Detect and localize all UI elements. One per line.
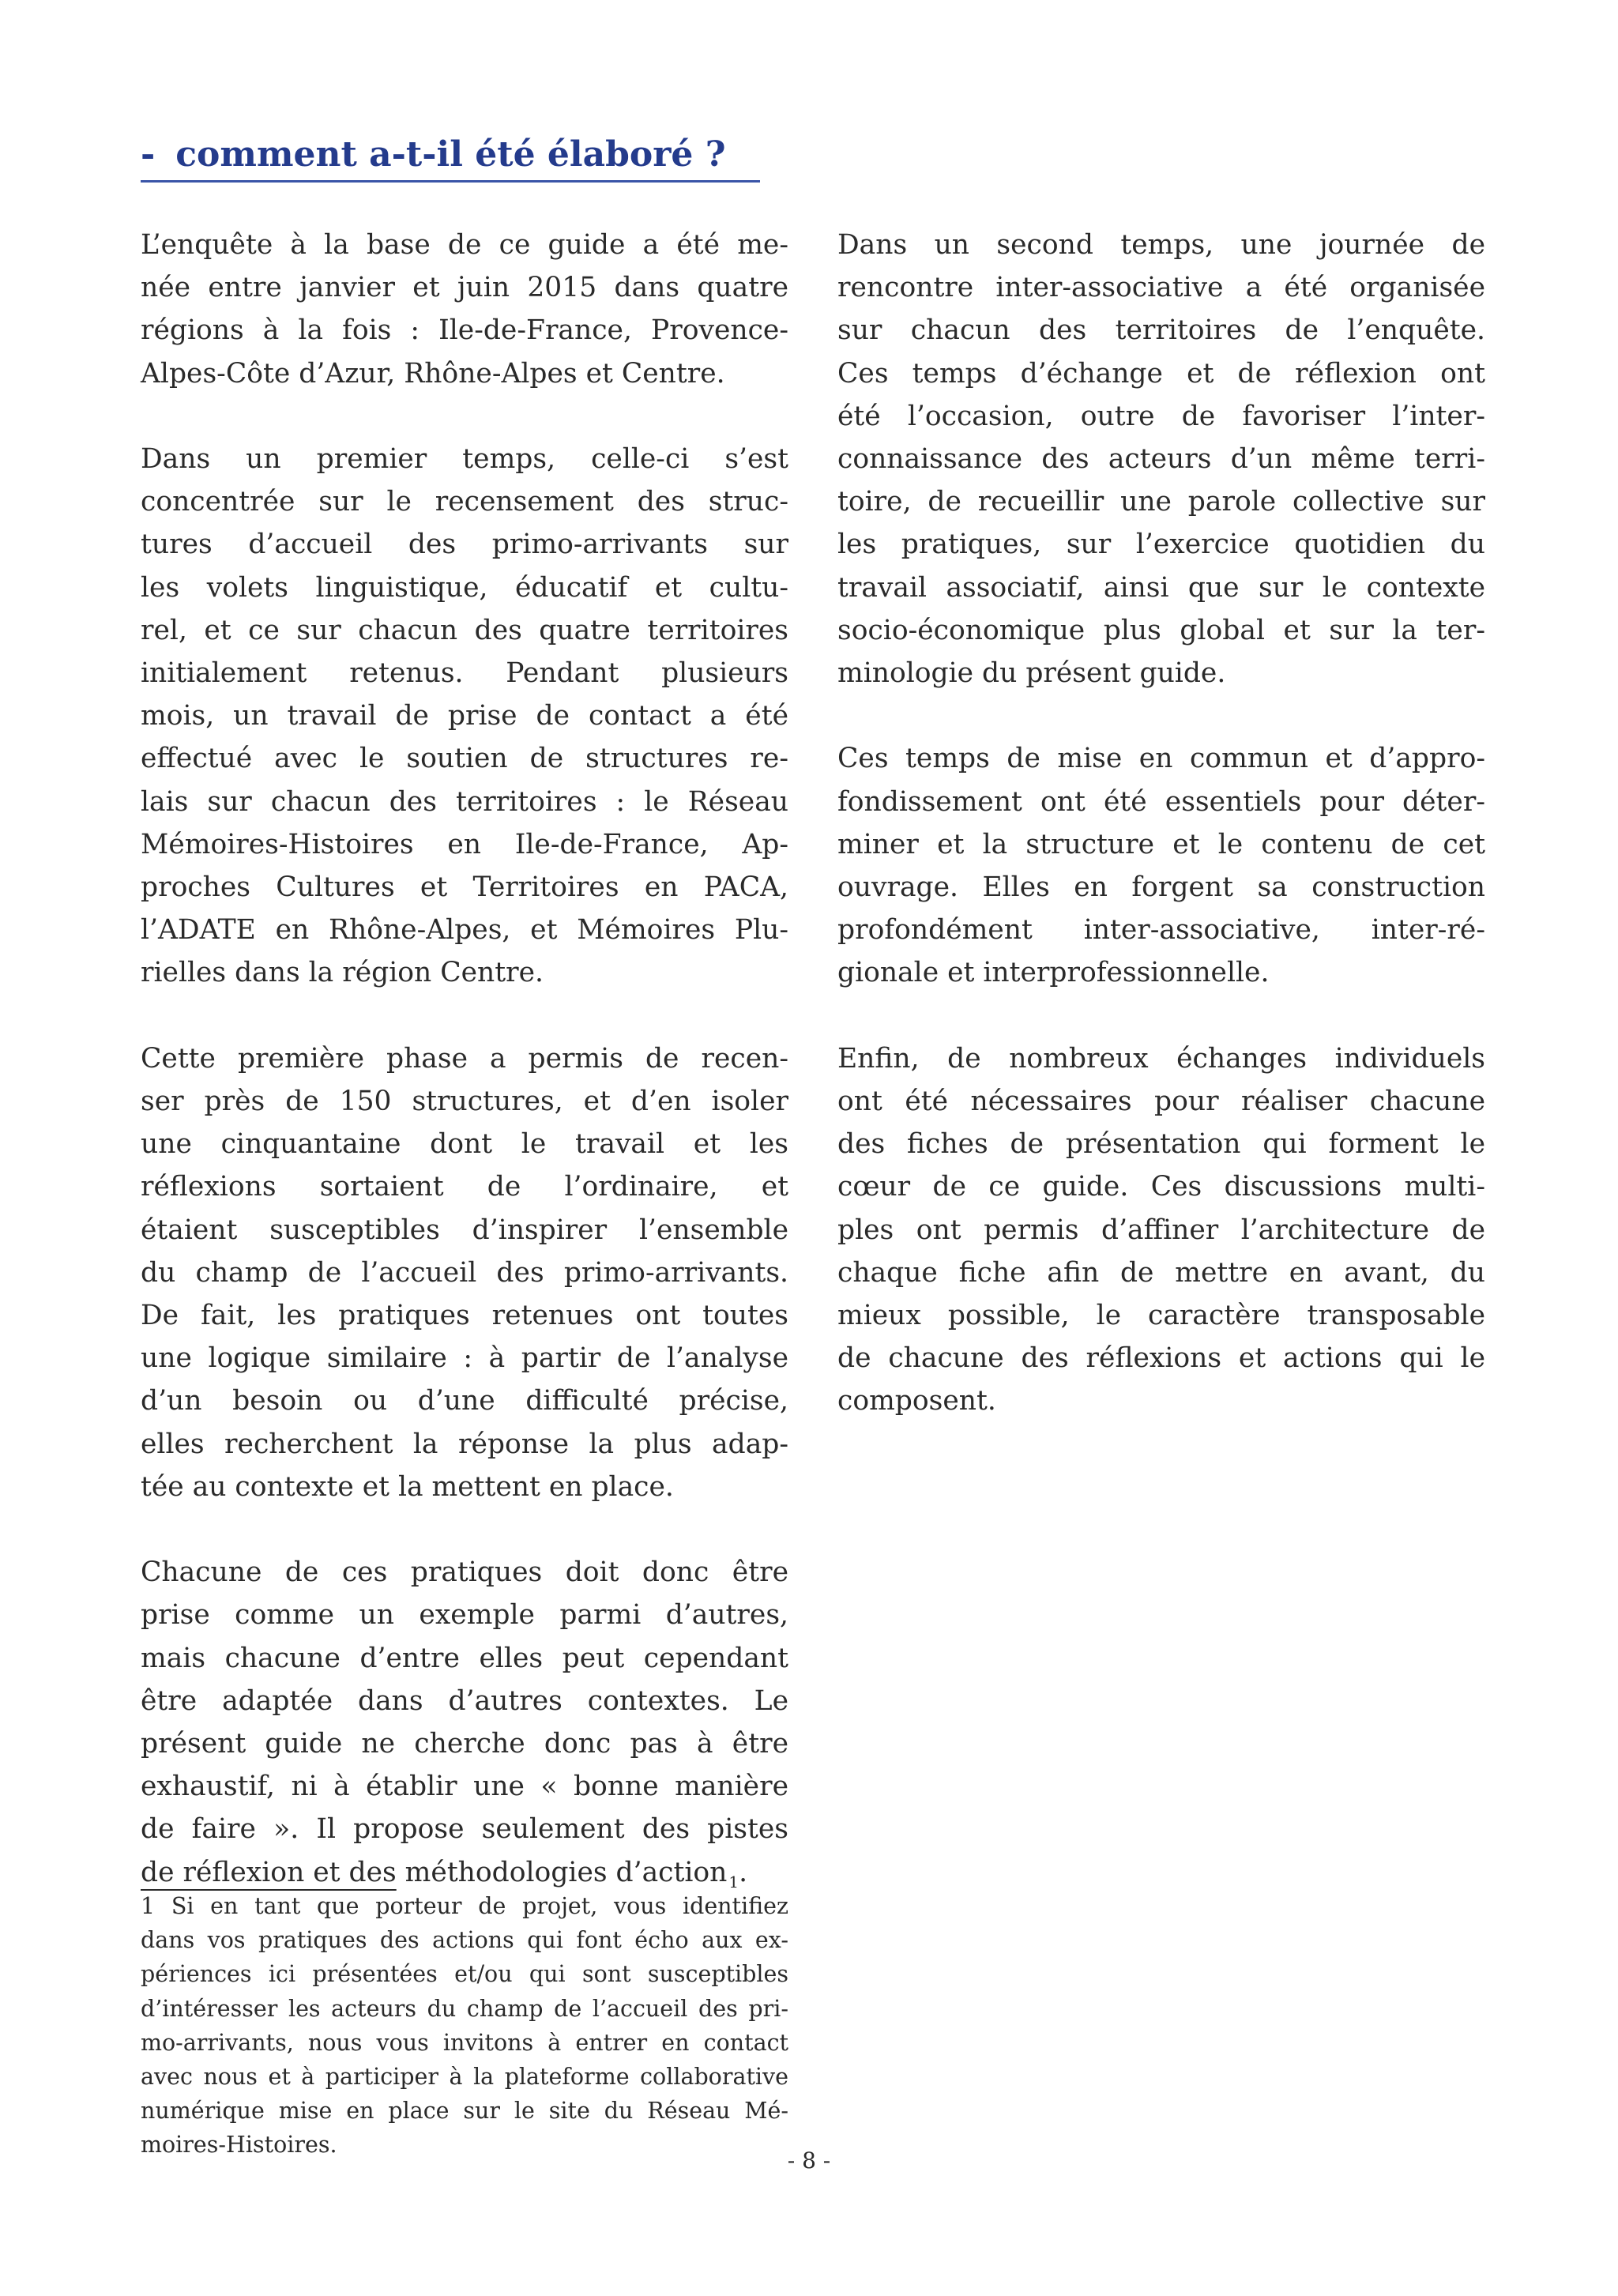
section-heading bbox=[141, 133, 760, 183]
left-column-line: de faire ». Il propose seulement des pistes bbox=[141, 1813, 788, 1846]
left-column-line: régions à la fois : Ile-de-France, Provence- bbox=[141, 314, 788, 347]
left-column-line: rel, et ce sur chacun des quatre territoires bbox=[141, 614, 788, 646]
right-column-line: mieux possible, le caractère transposable bbox=[837, 1300, 1485, 1331]
footnote-line: numérique mise en place sur le site du Réseau Mé- bbox=[141, 2098, 788, 2125]
left-column-line: mois, un travail de prise de contact a été bbox=[141, 700, 788, 732]
left-column-line: une cinquantaine dont le travail et les bbox=[141, 1128, 788, 1161]
page-number: - 8 - bbox=[787, 2147, 831, 2174]
right-column-line: des fiches de présentation qui forment le bbox=[837, 1128, 1485, 1161]
heading-title: comment a-t-il été élaboré ? bbox=[175, 134, 726, 175]
right-column-line: les pratiques, sur l’exercice quotidien du bbox=[837, 529, 1485, 561]
left-column-line: du champ de l’accueil des primo-arrivants. bbox=[141, 1256, 788, 1289]
right-column-line: ples ont permis d’affiner l’architecture de bbox=[837, 1214, 1485, 1246]
right-column-line: ont été nécessaires pour réaliser chacune bbox=[837, 1086, 1485, 1117]
left-column-last-text: méthodologies d’action bbox=[396, 1856, 728, 1888]
right-column-line: rencontre inter-associative a été organisée bbox=[837, 272, 1485, 304]
left-column-line: présent guide ne cherche donc pas à être bbox=[141, 1728, 788, 1760]
right-column-line: socio-économique plus global et sur la ter- bbox=[837, 614, 1485, 646]
right-column-line: profondément inter-associative, inter-ré- bbox=[837, 914, 1485, 947]
left-column-line: rielles dans la région Centre. bbox=[141, 957, 544, 989]
right-column-line: ouvrage. Elles en forgent sa construction bbox=[837, 871, 1485, 903]
right-column-line: de chacune des réflexions et actions qui le bbox=[837, 1342, 1485, 1375]
right-column-line: fondissement ont été essentiels pour déter- bbox=[837, 785, 1485, 818]
left-column-line: l’ADATE en Rhône-Alpes, et Mémoires Plu- bbox=[141, 914, 788, 947]
left-column-line: réflexions sortaient de l’ordinaire, et bbox=[141, 1171, 788, 1203]
left-column-line: être adaptée dans d’autres contextes. Le bbox=[141, 1684, 788, 1717]
left-column-last-line bbox=[141, 1851, 747, 1894]
footnote-line: dans vos pratiques des actions qui font écho aux ex- bbox=[141, 1927, 788, 1954]
footnote-line: 1 Si en tant que porteur de projet, vous identifiez bbox=[141, 1893, 788, 1919]
footnote-line: d’intéresser les acteurs du champ de l’accueil des pri- bbox=[141, 1995, 788, 2022]
right-column-line: connaissance des acteurs d’un même terri- bbox=[837, 443, 1485, 475]
footnote-separator-text: de réflexion et des bbox=[141, 1856, 397, 1888]
right-column-line: été l’occasion, outre de favoriser l’inter- bbox=[837, 400, 1485, 432]
heading-dash: - bbox=[141, 134, 156, 175]
footnote-line: périences ici présentées et/ou qui sont susceptibles bbox=[141, 1961, 788, 1988]
right-column-line: sur chacun des territoires de l’enquête. bbox=[837, 314, 1485, 347]
left-column-line: concentrée sur le recensement des struc- bbox=[141, 486, 788, 518]
right-column-line: chaque fiche afin de mettre en avant, du bbox=[837, 1256, 1485, 1289]
left-column-line: les volets linguistique, éducatif et cultu- bbox=[141, 571, 788, 604]
right-column-line: Ces temps de mise en commun et d’appro- bbox=[837, 743, 1485, 775]
left-column-line: Alpes-Côte d’Azur, Rhône-Alpes et Centre. bbox=[141, 357, 725, 390]
left-column-line: L’enquête à la base de ce guide a été me- bbox=[141, 229, 788, 261]
left-column-line: Cette première phase a permis de recen- bbox=[141, 1042, 788, 1075]
left-column-line: d’un besoin ou d’une difficulté précise, bbox=[141, 1385, 788, 1417]
right-column-line: miner et la structure et le contenu de cet bbox=[837, 828, 1485, 860]
left-column-line: mais chacune d’entre elles peut cependant bbox=[141, 1642, 788, 1674]
left-column-line: lais sur chacun des territoires : le Réseau bbox=[141, 785, 788, 818]
left-column-line: Dans un premier temps, celle-ci s’est bbox=[141, 443, 788, 475]
left-column-line: De fait, les pratiques retenues ont toutes bbox=[141, 1300, 788, 1331]
footnote-line: avec nous et à participer à la plateforme collaborative bbox=[141, 2064, 788, 2090]
right-column-line: minologie du présent guide. bbox=[837, 657, 1226, 689]
right-column-line: cœur de ce guide. Ces discussions multi- bbox=[837, 1171, 1485, 1203]
sentence-end: . bbox=[739, 1856, 748, 1888]
footnote-line: mo-arrivants, nous vous invitons à entrer en contact bbox=[141, 2029, 788, 2056]
left-column-line: prise comme un exemple parmi d’autres, bbox=[141, 1599, 788, 1632]
left-column-line: effectué avec le soutien de structures re- bbox=[141, 743, 788, 775]
left-column-line: elles recherchent la réponse la plus adap- bbox=[141, 1428, 788, 1460]
right-column-line: Ces temps d’échange et de réflexion ont bbox=[837, 357, 1485, 390]
right-column-line: Dans un second temps, une journée de bbox=[837, 229, 1485, 261]
left-column-line: proches Cultures et Territoires en PACA, bbox=[141, 871, 788, 903]
left-column-line: Chacune de ces pratiques doit donc être bbox=[141, 1556, 788, 1589]
left-column-line: initialement retenus. Pendant plusieurs bbox=[141, 657, 788, 689]
right-column-line: Enfin, de nombreux échanges individuels bbox=[837, 1042, 1485, 1075]
right-column-line: composent. bbox=[837, 1385, 996, 1417]
left-column-line: Mémoires-Histoires en Ile-de-France, Ap- bbox=[141, 828, 788, 860]
right-column-line: toire, de recueillir une parole collective sur bbox=[837, 486, 1485, 518]
footnote-reference: 1 bbox=[728, 1872, 739, 1891]
left-column-line: tures d’accueil des primo-arrivants sur bbox=[141, 529, 788, 561]
left-column-line: née entre janvier et juin 2015 dans quatre bbox=[141, 272, 788, 304]
left-column-line: exhaustif, ni à établir une « bonne manière bbox=[141, 1771, 788, 1803]
left-column-line: tée au contexte et la mettent en place. bbox=[141, 1470, 674, 1503]
left-column-line: étaient susceptibles d’inspirer l’ensemble bbox=[141, 1214, 788, 1246]
footnote-line: moires-Histoires. bbox=[141, 2132, 337, 2159]
left-column-line: une logique similaire : à partir de l’analyse bbox=[141, 1342, 788, 1375]
left-column-line: ser près de 150 structures, et d’en isoler bbox=[141, 1086, 788, 1117]
right-column-line: gionale et interprofessionnelle. bbox=[837, 957, 1270, 989]
right-column-line: travail associatif, ainsi que sur le contexte bbox=[837, 571, 1485, 604]
